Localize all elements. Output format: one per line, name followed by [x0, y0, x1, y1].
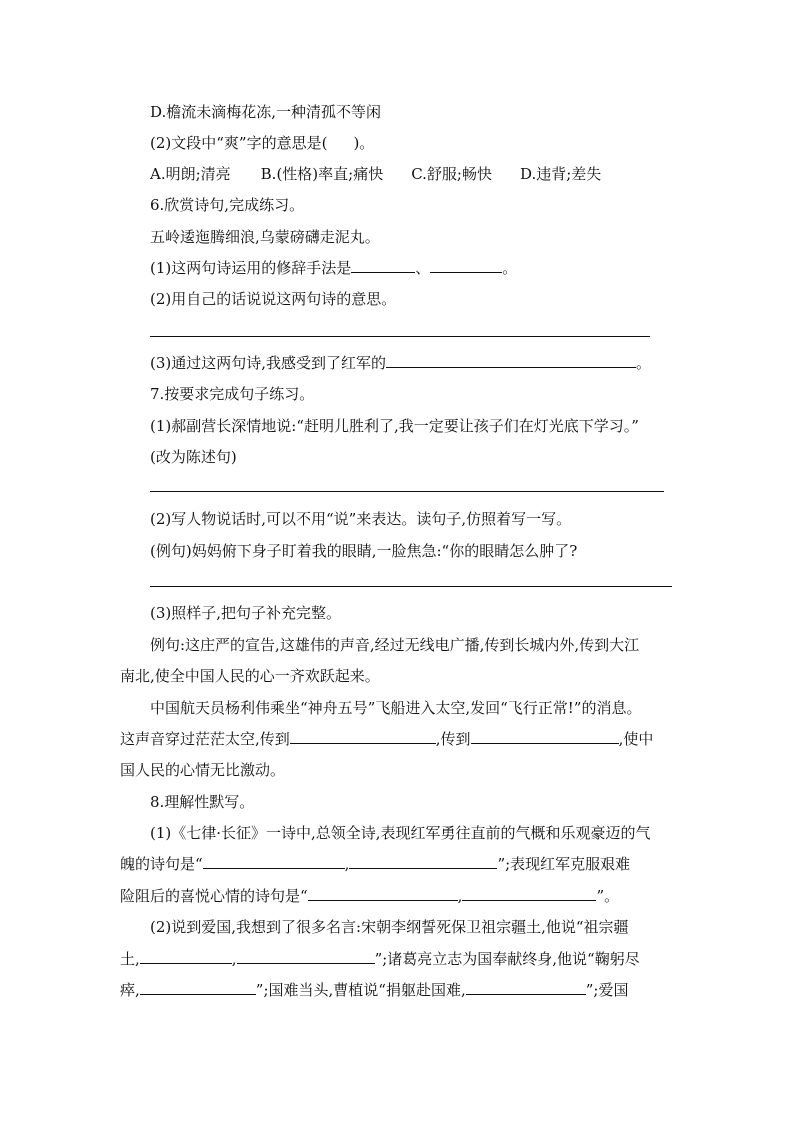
blank-quote-3[interactable]	[140, 980, 256, 995]
q8-s2-text-c: 瘁,	[120, 981, 140, 999]
q8-s1-text-a: 魄的诗句是“	[120, 855, 203, 873]
q8-s1-line-3	[120, 885, 619, 907]
q6-sub3-end: 。	[636, 354, 652, 372]
q8-title: 8.理解性默写。	[150, 793, 255, 811]
q7-sub2-answer-line[interactable]	[150, 586, 672, 587]
choice-a: A.明朗;清亮	[150, 165, 231, 183]
choice-b: B.(性格)率直;痛快	[260, 165, 384, 183]
q7-sub1-answer-line[interactable]	[150, 491, 664, 492]
q6-sub1-separator: 、	[415, 259, 431, 277]
q5-choices	[150, 163, 601, 185]
q7-example-line-1: 例句:这庄严的宣告,这雄伟的声音,经过无线电广播,传到长城内外,传到大江	[150, 636, 640, 654]
q7-sub2: (2)写人物说话时,可以不用“说”来表达。读句子,仿照着写一写。	[150, 510, 572, 528]
blank-poem-4[interactable]	[462, 886, 596, 901]
q7-sub2-example: (例句)妈妈俯下身子盯着我的眼睛,一脸焦急:“你的眼睛怎么肿了?	[150, 542, 578, 560]
q8-s2-line-3	[120, 979, 628, 1001]
q6-poem: 五岭逶迤腾细浪,乌蒙磅礴走泥丸。	[150, 228, 380, 246]
q7-task-line-1: 中国航天员杨利伟乘坐“神舟五号”飞船进入太空,发回“飞行正常!”的消息。	[150, 699, 642, 717]
q6-sub2: (2)用自己的话说说这两句诗的意思。	[150, 290, 397, 308]
blank-poem-1[interactable]	[203, 854, 345, 869]
blank-red-army-spirit[interactable]	[386, 353, 636, 368]
q8-s2-text-d: ”;国难当头,曹植说“捐躯赴国难,	[255, 981, 466, 999]
q7-sub1-requirement: (改为陈述句)	[150, 448, 237, 466]
option-d-text: D.檐流未滴梅花冻,一种清孤不等闲	[150, 103, 382, 121]
q8-s2-line-1: (2)说到爱国,我想到了很多名言:宋朝李纲誓死保卫祖宗疆土,他说“祖宗疆	[150, 918, 629, 936]
q7-task-text-b: ,传到	[435, 730, 471, 748]
q6-sub2-answer-line[interactable]	[150, 336, 650, 337]
blank-rhetoric-1[interactable]	[351, 258, 415, 273]
q8-s1-line-2	[120, 853, 630, 875]
q7-task-line-3: 国人民的心情无比激动。	[120, 761, 286, 779]
q8-s1-line-1: (1)《七律·长征》一诗中,总领全诗,表现红军勇往直前的气概和乐观豪迈的气	[150, 824, 651, 842]
q8-s2-text-e: ”;爱国	[585, 981, 629, 999]
q8-s2-text-a: 土,	[120, 950, 140, 968]
q8-s2-text-b: ”;诸葛亮立志为国奉献终身,他说“鞠躬尽	[374, 950, 640, 968]
q5-sub2-prompt: (2)文段中“爽”字的意思是(	[150, 134, 328, 152]
q8-s1-text-c: 险阻后的喜悦心情的诗句是“	[120, 887, 308, 905]
blank-quote-4[interactable]	[466, 980, 586, 995]
q5-sub2-line	[150, 132, 374, 154]
q7-task-line-2	[120, 728, 653, 750]
q6-sub3-line	[150, 352, 651, 374]
blank-rhetoric-2[interactable]	[430, 258, 502, 273]
q7-task-text-c: ,使中	[618, 730, 654, 748]
blank-quote-1[interactable]	[140, 949, 232, 964]
q8-s1-comma-1: ,	[344, 855, 350, 873]
blank-quote-2[interactable]	[237, 949, 375, 964]
q5-sub2-close: )。	[353, 134, 375, 152]
choice-d: D.违背;差失	[519, 165, 602, 183]
blank-transmit-1[interactable]	[290, 729, 436, 744]
q7-example-line-2: 南北,使全中国人民的心一齐欢跃起来。	[120, 667, 380, 685]
blank-transmit-2[interactable]	[471, 729, 619, 744]
q7-sub1: (1)郝副营长深情地说:“赶明儿胜利了,我一定要让孩子们在灯光底下学习。”	[150, 417, 639, 435]
q8-s2-comma: ,	[231, 950, 237, 968]
q8-s1-comma-2: ,	[457, 887, 463, 905]
q6-sub1-prompt: (1)这两句诗运用的修辞手法是	[150, 259, 352, 277]
blank-poem-3[interactable]	[308, 886, 458, 901]
q7-sub3: (3)照样子,把句子补充完整。	[150, 604, 342, 622]
choice-c: C.舒服;畅快	[411, 165, 492, 183]
q6-sub1-end: 。	[502, 259, 518, 277]
q7-task-text-a: 这声音穿过茫茫太空,传到	[120, 730, 290, 748]
q8-s1-text-d: ”。	[596, 887, 620, 905]
q6-sub3-prompt: (3)通过这两句诗,我感受到了红军的	[150, 354, 387, 372]
q6-title: 6.欣赏诗句,完成练习。	[150, 196, 305, 214]
blank-poem-2[interactable]	[349, 854, 497, 869]
q6-sub1-line	[150, 257, 517, 279]
q7-title: 7.按要求完成句子练习。	[150, 385, 315, 403]
q8-s2-line-2	[120, 948, 640, 970]
q8-s1-text-b: ”;表现红军克服艰难	[497, 855, 631, 873]
